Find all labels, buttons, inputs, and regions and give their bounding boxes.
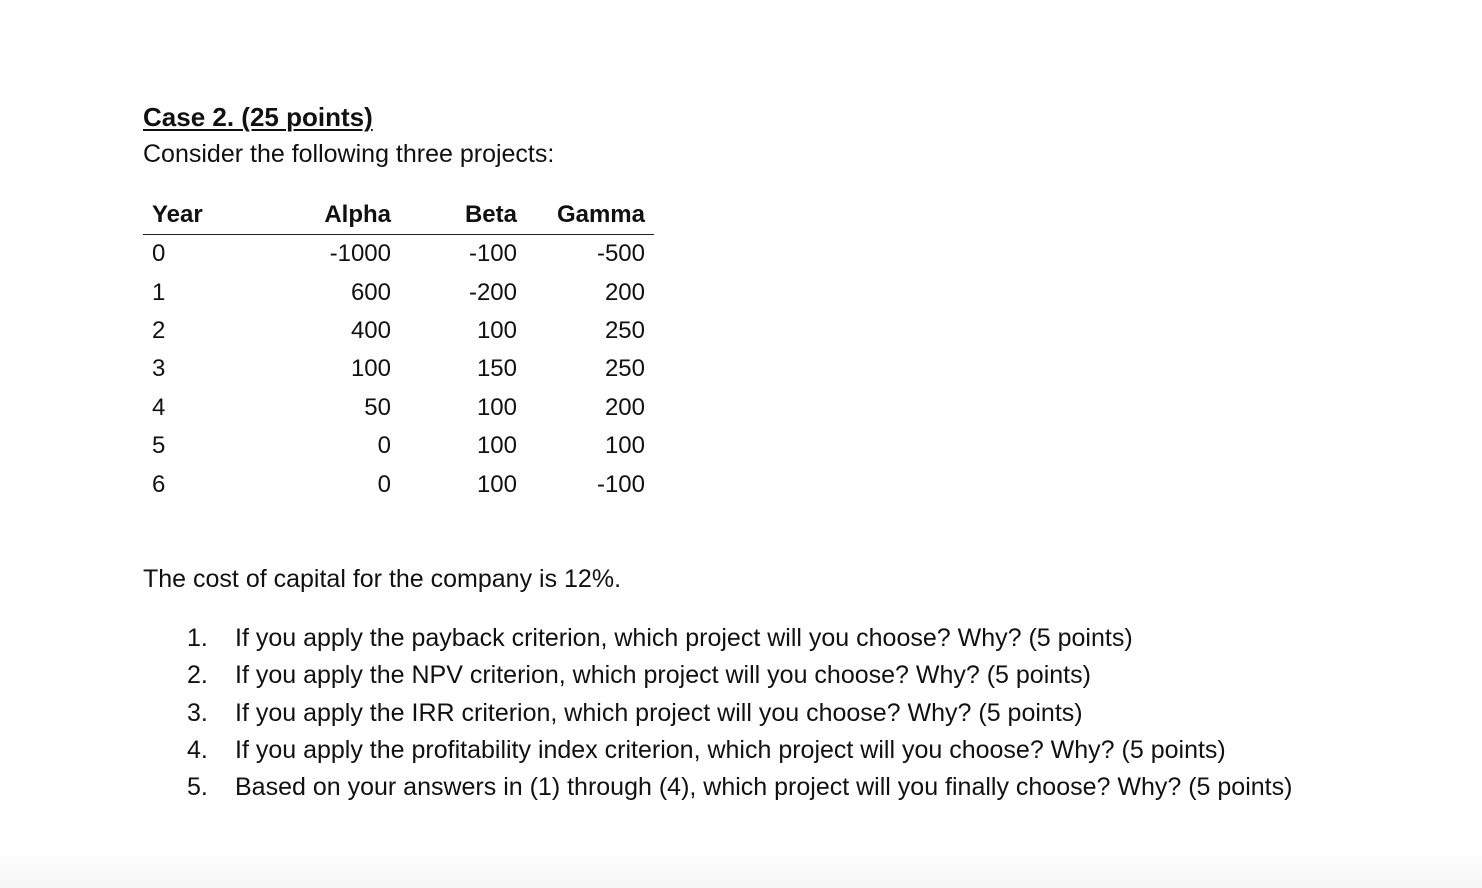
cell-gamma: 250	[604, 355, 645, 383]
question-text: If you apply the NPV criterion, which project will you choose? Why? (5 points)	[235, 661, 1091, 690]
cell-year: 1	[152, 278, 166, 306]
table-row	[143, 312, 654, 350]
question-number: 2.	[187, 661, 208, 690]
table-row	[143, 235, 654, 274]
cell-gamma: 100	[604, 432, 645, 460]
question-number: 3.	[187, 698, 208, 727]
table-row	[143, 273, 654, 311]
header-alpha: Alpha	[292, 196, 391, 235]
header-pad	[645, 196, 654, 235]
question-text: If you apply the profitability index criterion, which project will you choose? Why? (5 points)	[235, 735, 1226, 764]
cell-year: 3	[152, 355, 166, 383]
table-row	[143, 389, 654, 427]
cell-beta: 100	[476, 316, 517, 344]
list-item	[187, 657, 1292, 694]
table-row	[143, 427, 654, 465]
table-row	[143, 465, 654, 503]
cell-alpha: 0	[377, 470, 391, 498]
cell-alpha: -1000	[329, 240, 391, 268]
question-text: If you apply the IRR criterion, which project will you choose? Why? (5 points)	[235, 698, 1083, 727]
question-number: 5.	[187, 773, 208, 802]
question-list	[187, 620, 1292, 806]
cell-gamma: 200	[604, 278, 645, 306]
cash-flow-table	[143, 196, 654, 504]
cell-gamma: 200	[604, 393, 645, 421]
question-text: Based on your answers in (1) through (4), which project will you finally choose? Why? (5 points)	[235, 773, 1293, 802]
cell-gamma: -500	[596, 240, 645, 268]
cell-beta: -100	[468, 240, 517, 268]
cost-of-capital-text: The cost of capital for the company is 12%.	[143, 565, 622, 593]
cell-beta: 100	[476, 432, 517, 460]
cell-alpha: 50	[364, 393, 391, 421]
cell-alpha: 100	[350, 355, 391, 383]
cell-alpha: 600	[350, 278, 391, 306]
cell-alpha: 0	[377, 432, 391, 460]
cell-year: 5	[152, 432, 166, 460]
cell-beta: -200	[468, 278, 517, 306]
cell-gamma: -100	[596, 470, 645, 498]
header-year: Year	[143, 196, 292, 235]
cell-beta: 100	[476, 393, 517, 421]
list-item	[187, 620, 1292, 657]
cell-gamma: 250	[604, 316, 645, 344]
table-row	[143, 350, 654, 388]
intro-text: Consider the following three projects:	[143, 140, 555, 168]
header-gamma: Gamma	[517, 196, 645, 235]
header-beta: Beta	[391, 196, 517, 235]
question-text: If you apply the payback criterion, which project will you choose? Why? (5 points)	[235, 624, 1133, 652]
cell-year: 4	[152, 393, 166, 421]
cell-beta: 150	[476, 355, 517, 383]
list-item	[187, 695, 1292, 732]
list-item	[187, 732, 1292, 769]
question-number: 1.	[187, 624, 208, 652]
case-title: Case 2. (25 points)	[143, 102, 373, 132]
cell-year: 0	[152, 240, 166, 268]
list-item	[187, 769, 1292, 806]
table-header-row	[143, 196, 654, 235]
cell-beta: 100	[476, 470, 517, 498]
cell-year: 6	[152, 470, 166, 498]
question-number: 4.	[187, 735, 208, 764]
cell-year: 2	[152, 316, 166, 344]
cell-alpha: 400	[350, 316, 391, 344]
